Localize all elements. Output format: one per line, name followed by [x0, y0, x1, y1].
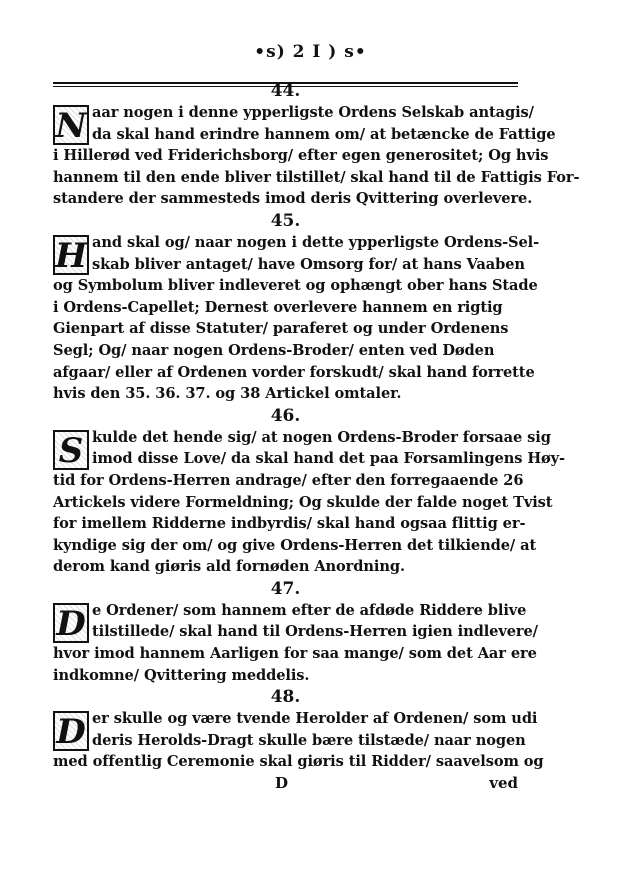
text-line: da skal hand erindre hannem om/ at betæncke de Fattige: [92, 125, 556, 143]
text-line: e Ordener/ som hannem efter de afdøde Riddere blive: [92, 601, 527, 619]
text-line: hvor imod hannem Aarligen for saa mange/ som det Aar ere: [53, 645, 537, 663]
text-line: afgaar/ eller af Ordenen vorder forskudt/ skal hand forrette: [53, 363, 535, 381]
document-body: [53, 80, 580, 773]
decorated-initial: N: [53, 105, 89, 145]
text-line: kyndige sig der om/ og give Ordens-Herren det tilkiende/ at: [53, 536, 537, 554]
text-line: tid for Ordens-Herren andrage/ efter den forregaaende 26: [53, 471, 524, 489]
text-line: indkomne/ Qvittering meddelis.: [53, 666, 310, 684]
text-line: og Symbolum bliver indleveret og ophængt ober hans Stade: [53, 277, 538, 295]
text-line: tilstillede/ skal hand til Ordens-Herren igien indlevere/: [92, 623, 538, 641]
text-line: standere der sammesteds imod deris Qvittering overlevere.: [53, 190, 533, 208]
text-line: imod disse Love/ da skal hand det paa Forsamlingens Høy-: [92, 450, 565, 468]
text-line: for imellem Ridderne indbyrdis/ skal hand ogsaa flittig er-: [53, 515, 526, 533]
article-46: [53, 405, 565, 578]
article-text: [53, 708, 544, 773]
text-line: er skulle og være tvende Herolder af Ordenen/ som udi: [92, 710, 538, 728]
text-line: derom kand giøris ald fornøden Anordning.: [53, 558, 405, 576]
text-line: aar nogen i denne ypperligste Ordens Selskab antagis/: [92, 104, 534, 121]
article-45: [53, 210, 540, 405]
article-number: 47.: [270, 578, 301, 599]
article-number: 48.: [270, 687, 301, 708]
signature-mark: D: [275, 774, 289, 792]
decorated-initial: D: [53, 603, 89, 643]
text-line: kulde det hende sig/ at nogen Ordens-Broder forsaae sig: [92, 428, 551, 446]
article-number: 44.: [270, 81, 301, 101]
decorated-initial: S: [53, 430, 89, 470]
article-44: [53, 80, 580, 210]
article-text: [53, 600, 538, 686]
text-line: skab bliver antaget/ have Omsorg for/ at hans Vaaben: [92, 255, 525, 273]
text-line: Gienpart af disse Statuter/ paraferet og under Ordenens: [53, 320, 509, 338]
article-48: [53, 686, 544, 773]
page-footer: [53, 774, 518, 798]
text-line: med offentlig Ceremonie skal giøris til Ridder/ saavelsom og: [53, 753, 544, 771]
article-number: 46.: [270, 405, 301, 426]
text-line: hvis den 35. 36. 37. og 38 Artickel omtaler.: [53, 385, 402, 403]
article-47: [53, 578, 538, 686]
article-text: [53, 102, 580, 210]
text-line: hannem til den ende bliver tilstillet/ skal hand til de Fattigis For-: [53, 168, 580, 186]
text-line: and skal og/ naar nogen i dette ypperligste Ordens-Sel-: [92, 233, 540, 251]
page-header: •s) 2 I ) s•: [254, 42, 367, 62]
text-line: i Hillerød ved Friderichsborg/ efter egen generositet; Og hvis: [53, 147, 549, 165]
decorated-initial: D: [53, 711, 89, 751]
decorated-initial: H: [55, 235, 88, 276]
article-text: [53, 232, 540, 405]
text-line: Segl; Og/ naar nogen Ordens-Broder/ enten ved Døden: [53, 341, 495, 359]
catchword: ved: [489, 774, 518, 792]
text-line: i Ordens-Capellet; Dernest overlevere hannem en rigtig: [53, 298, 503, 316]
article-text: [53, 427, 565, 578]
text-line: deris Herolds-Dragt skulle bære tilstæde/ naar nogen: [92, 731, 526, 749]
article-number: 45.: [270, 210, 301, 231]
text-line: Artickels videre Formeldning; Og skulde der falde noget Tvist: [53, 493, 553, 511]
